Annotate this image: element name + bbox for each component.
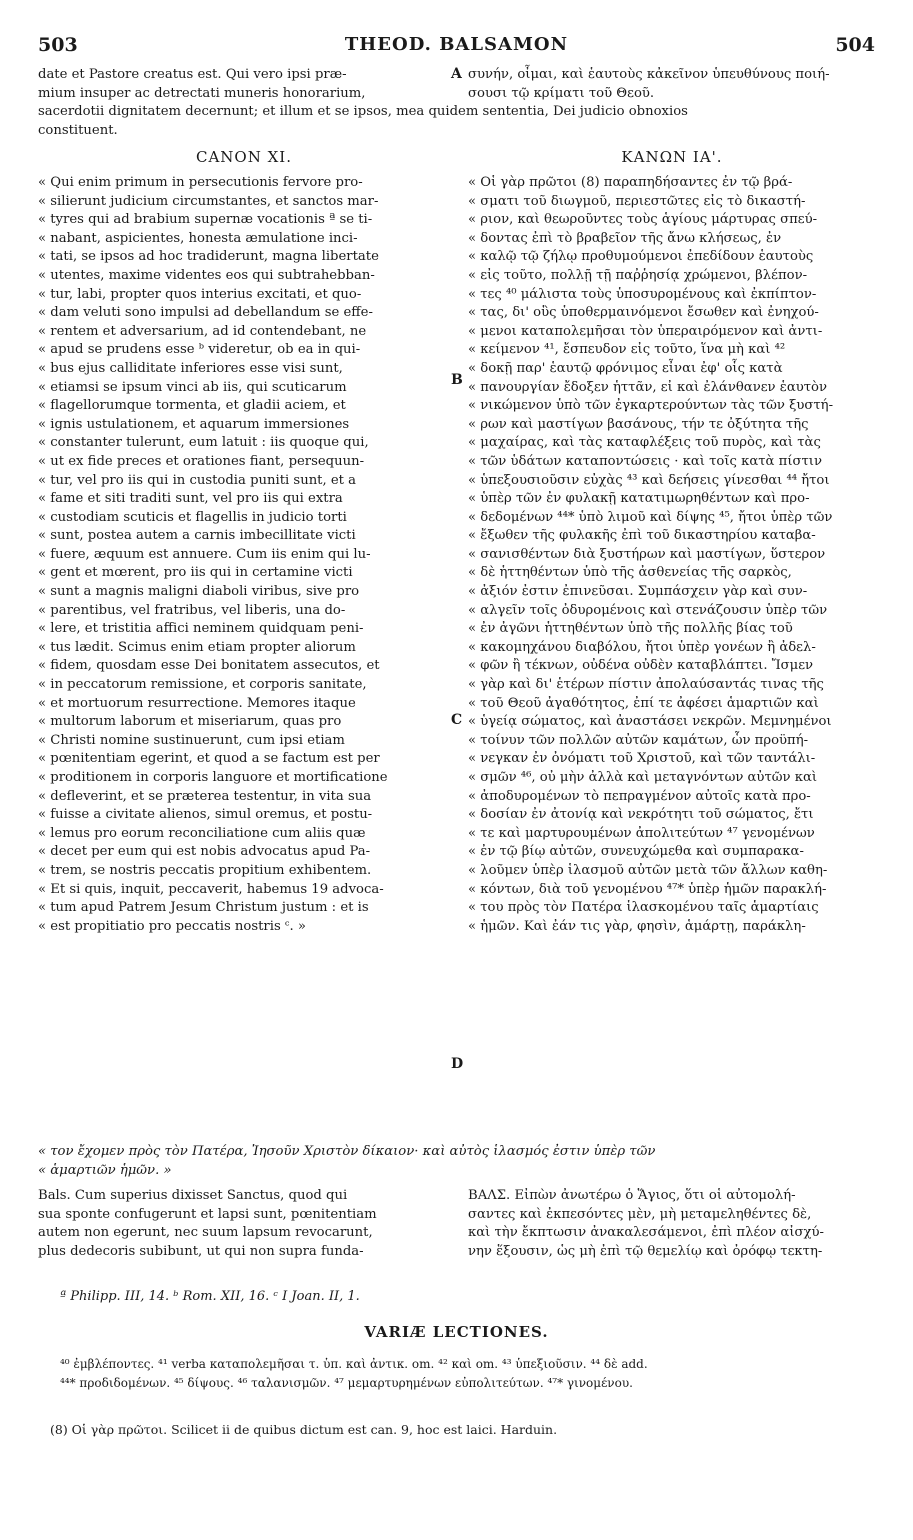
- text-line: « γὰρ καὶ δι' ἑτέρων πίστιν ἀπολαύσαντάς τινας τῆς: [468, 677, 824, 693]
- variae-lectiones-title: VARIÆ LECTIONES.: [364, 1323, 549, 1341]
- text-line: « ἔξωθεν τῆς φυλακῆς ἐπὶ τοῦ δικαστηρίου καταβα-: [468, 528, 816, 544]
- text-line: « gent et mœrent, pro iis qui in certamine victi: [38, 565, 353, 581]
- text-line: « defleverint, et se præterea testentur, in vita sua: [38, 788, 372, 804]
- text-line: « δεδομένων ⁴⁴* ὑπὸ λιμοῦ καὶ δίψης ⁴⁵, ἤτοι ὑπὲρ τῶν: [468, 509, 833, 525]
- balsamon-latin: [38, 1187, 450, 1261]
- text-line: « καλῷ τῷ ζήλῳ προθυμούμενοι ἐπεδίδουν ἑαυτοὺς: [468, 249, 814, 265]
- text-line: « Qui enim primum in persecutionis fervore pro-: [38, 175, 363, 190]
- running-title: THEOD. BALSAMON: [344, 34, 569, 55]
- text-line: « ἡμῶν. Καὶ ἐάν τις γὰρ, φησὶν, ἁμάρτῃ, παράκλη-: [468, 918, 806, 934]
- text-line: « multorum laborum et miseriarum, quas pro: [38, 714, 342, 730]
- text-line: « et mortuorum resurrectione. Memores itaque: [38, 695, 356, 711]
- text-line: « parentibus, vel fratribus, vel liberis, una do-: [38, 602, 346, 618]
- text-line: « ignis ustulationem, et aquarum immersiones: [38, 416, 350, 432]
- text-line: « μαχαίρας, καὶ τὰς καταφλέξεις τοῦ πυρὸς, καὶ τὰς: [468, 435, 821, 451]
- text-line: « ἀξιόν ἐστιν ἐπινεῦσαι. Συμπάσχειν γὰρ καὶ συν-: [468, 584, 808, 600]
- text-line: « fuere, æquum est annuere. Cum iis enim qui lu-: [38, 546, 371, 562]
- text-line: « constanter tulerunt, eum latuit : iis quoque qui,: [38, 435, 369, 451]
- text-line: « σανισθέντων διὰ ξυστήρων καὶ μαστίγων, ὕστερον: [468, 546, 826, 562]
- text-line: « fuisse a civitate alienos, simul oremus, et postu-: [38, 807, 373, 823]
- text-line: « ὑπὲρ τῶν ἐν φυλακῇ κατατιμωρηθέντων καὶ προ-: [468, 491, 810, 507]
- text-line: sua sponte confugerunt et lapsi sunt, pœnitentiam: [38, 1206, 377, 1222]
- text-line: « ἀποδυρομένων τὸ πεπραγμένον αὐτοῖς κατὰ προ-: [468, 788, 811, 804]
- text-line: « tati, se ipsos ad hoc tradiderunt, magna libertate: [38, 249, 379, 265]
- text-line: « δοκῇ παρ' ἑαυτῷ φρόνιμος εἶναι ἐφ' οἷς κατὰ: [468, 360, 783, 376]
- text-line: « ut ex fide preces et orationes fiant, persequun-: [38, 453, 365, 469]
- canon-title-latin: CANON XI.: [196, 148, 292, 166]
- text-line: « custodiam scuticis et flagellis in judicio torti: [38, 509, 347, 525]
- section-marker-b: B: [451, 372, 463, 388]
- text-line: « μενοι καταπολεμῆσαι τὸν ὑπεραιρόμενον καὶ ἀντι-: [468, 323, 823, 339]
- text-line: « κόντων, διὰ τοῦ γενομένου ⁴⁷* ὑπὲρ ἡμῶν παρακλή-: [468, 881, 827, 897]
- text-line: « etiamsi se ipsum vinci ab iis, qui scuticarum: [38, 379, 347, 395]
- text-line: date et Pastore creatus est. Qui vero ipsi præ-: [38, 67, 347, 82]
- text-line: « του πρὸς τὸν Πατέρα ἱλασκομένου ταῖς ἁμαρτίαις: [468, 900, 819, 916]
- text-line: « silierunt judicium circumstantes, et sanctos mar-: [38, 193, 379, 209]
- text-line: « tyres qui ad brabium supernæ vocationis ª se ti-: [38, 212, 373, 228]
- top-greek-block: [468, 66, 876, 103]
- text-line: plus dedecoris subibunt, ut qui non supra funda-: [38, 1243, 364, 1259]
- text-line: « pœnitentiam egerint, et quod a se factum est per: [38, 751, 380, 767]
- text-line: « bus ejus calliditate inferiores esse visi sunt,: [38, 360, 343, 376]
- text-line: « nabant, aspicientes, honesta æmulatione inci-: [38, 230, 358, 246]
- canon-title-greek: ΚΑΝΩΝ ΙΑ'.: [621, 148, 723, 166]
- text-line: « εἰς τοῦτο, πολλῇ τῇ παῤῥησίᾳ χρώμενοι, βλέπον-: [468, 267, 808, 283]
- text-line: « decet per eum qui est nobis advocatus apud Pa-: [38, 844, 371, 860]
- text-line: « δοσίαν ἐν ἀτονίᾳ καὶ νεκρότητι τοῦ σώματος, ἔτι: [468, 807, 814, 823]
- text-line: Bals. Cum superius dixisset Sanctus, quod qui: [38, 1188, 348, 1203]
- text-line: « κείμενον ⁴¹, ἔσπευδον εἰς τοῦτο, ἵνα μὴ καὶ ⁴²: [468, 342, 786, 358]
- text-line: « sunt, postea autem a carnis imbecillitate victi: [38, 528, 356, 544]
- top-full-line: [38, 103, 876, 140]
- page-header: [38, 34, 875, 60]
- text-line: « κακομηχάνου διαβόλου, ἤτοι ὑπὲρ γονέων ἢ ἀδελ-: [468, 639, 816, 655]
- text-line: « ὑγείᾳ σώματος, καὶ ἀναστάσει νεκρῶν. Μεμνημένοι: [468, 714, 832, 730]
- text-line: ΒΑΛΣ. Εἰπὼν ἀνωτέρω ὁ Ἅγιος, ὅτι οἱ αὐτομολή-: [468, 1188, 796, 1203]
- text-line: « τε καὶ μαρτυρουμένων ἀπολιτεύτων ⁴⁷ γενομένων: [468, 825, 815, 841]
- text-line: constituent.: [38, 122, 118, 138]
- text-line: sacerdotii dignitatem decernunt; et illum et se ipsos, mea quidem sententia, Dei judicio obnoxios: [38, 104, 688, 119]
- variant-line: ⁴⁴* προδιδομένων. ⁴⁵ δίψους. ⁴⁶ ταλανισμῶν. ⁴⁷ μεμαρτυρημένων εὐπολιτεύτων. ⁴⁷* γινομένου.: [60, 1376, 633, 1390]
- text-line: « πανουργίαν ἔδοξεν ἡττᾶν, εἰ καὶ ἐλάνθανεν ἑαυτὸν: [468, 379, 827, 395]
- text-line: « ὑπεξουσιοῦσιν εὐχὰς ⁴³ καὶ δεήσεις γίνεσθαι ⁴⁴ ἤτοι: [468, 472, 830, 488]
- text-line: « lere, et tristitia affici neminem quidquam peni-: [38, 621, 364, 637]
- text-line: « δὲ ἡττηθέντων ὑπὸ τῆς ἀσθενείας τῆς σαρκὸς,: [468, 565, 792, 581]
- section-marker-c: C: [451, 712, 463, 728]
- greek-continuation: [38, 1143, 876, 1180]
- section-marker-d: D: [451, 1056, 464, 1072]
- text-line: σουσι τῷ κρίματι τοῦ Θεοῦ.: [468, 85, 655, 101]
- text-line: « ριον, καὶ θεωροῦντες τοὺς ἁγίους μάρτυρας σπεύ-: [468, 212, 818, 228]
- text-line: καὶ τὴν ἔκπτωσιν ἀνακαλεσάμενοι, ἐπὶ πλέον αἰσχύ-: [468, 1225, 824, 1241]
- text-line: « in peccatorum remissione, et corporis sanitate,: [38, 677, 367, 693]
- text-line: « αλγεῖν τοῖς ὀδυρομένοις καὶ στενάζουσιν ὑπὲρ τῶν: [468, 602, 828, 618]
- text-line: « dam veluti sono impulsi ad debellandum se effe-: [38, 305, 373, 321]
- text-line: συνήν, οἶμαι, καὶ ἑαυτοὺς κἀκεῖνον ὑπευθύνους ποιή-: [468, 67, 830, 82]
- text-line: « σμῶν ⁴⁶, οὐ μὴν ἀλλὰ καὶ μεταγνόντων αὐτῶν καὶ: [468, 770, 818, 785]
- text-line: « ρων καὶ μαστίγων βασάνους, τήν τε ὀξύτητα τῆς: [468, 416, 809, 432]
- text-line: « σματι τοῦ διωγμοῦ, περιεστῶτες εἰς τὸ δικαστή-: [468, 193, 806, 209]
- text-line: « νικώμενον ὑπὸ τῶν ἐγκαρτερούντων τὰς τῶν ξυστή-: [468, 398, 834, 414]
- text-line: « apud se prudens esse ᵇ videretur, ob ea in qui-: [38, 342, 361, 358]
- left-page-number: 503: [38, 34, 78, 56]
- latin-column: [38, 174, 450, 936]
- text-line: « est propitiatio pro peccatis nostris ᶜ. »: [38, 918, 306, 934]
- text-line: « Et si quis, inquit, peccaverit, habemus 19 advoca-: [38, 881, 384, 897]
- text-line: « proditionem in corporis languore et mortificatione: [38, 770, 388, 785]
- text-line: « tus lædit. Scimus enim etiam propter aliorum: [38, 639, 356, 655]
- text-line: νην ἕξουσιν, ὡς μὴ ἐπὶ τῷ θεμελίῳ καὶ ὀρόφῳ τεκτη-: [468, 1243, 823, 1259]
- text-line: « trem, se nostris peccatis propitium exhibentem.: [38, 862, 372, 878]
- text-line: « fidem, quosdam esse Dei bonitatem assecutos, et: [38, 658, 380, 674]
- scripture-footnotes: ª Philipp. III, 14. ᵇ Rom. XII, 16. ᶜ I Joan. II, 1.: [60, 1289, 360, 1304]
- text-line: « τοίνυν τῶν πολλῶν αὐτῶν καμάτων, ὧν προϋπή-: [468, 732, 809, 748]
- text-line: mium insuper ac detrectati muneris honorarium,: [38, 85, 366, 101]
- text-line: « τον ἔχομεν πρὸς τὸν Πατέρα, Ἰησοῦν Χριστὸν δίκαιον· καὶ αὐτὸς ἱλασμός ἐστιν ὑπὲρ τῶν: [38, 1144, 656, 1159]
- text-line: « fame et siti traditi sunt, vel pro iis qui extra: [38, 491, 343, 507]
- text-line: autem non egerunt, nec suum lapsum revocarunt,: [38, 1225, 373, 1241]
- text-line: σαντες καὶ ἐκπεσόντες μὲν, μὴ μεταμεληθέντες δὲ,: [468, 1206, 812, 1222]
- text-line: « ἁμαρτιῶν ἡμῶν. »: [38, 1162, 172, 1178]
- variae-lectiones: [60, 1355, 880, 1393]
- text-line: « τοῦ Θεοῦ ἀγαθότητος, ἐπί τε ἀφέσει ἁμαρτιῶν καὶ: [468, 695, 819, 711]
- top-latin-block: [38, 66, 450, 103]
- text-line: « tum apud Patrem Jesum Christum justum : et is: [38, 900, 369, 916]
- greek-column: [468, 174, 876, 936]
- balsamon-greek: [468, 1187, 876, 1261]
- text-line: « Οἱ γὰρ πρῶτοι (8) παραπηδήσαντες ἐν τῷ βρά-: [468, 175, 793, 190]
- text-line: « ἐν τῷ βίῳ αὐτῶν, συνευχώμεθα καὶ συμπαρακα-: [468, 844, 804, 860]
- text-line: « φῶν ἢ τέκνων, οὐδένα οὐδὲν καταβλάπτει. Ἴσμεν: [468, 658, 814, 674]
- text-line: « rentem et adversarium, ad id contendebant, ne: [38, 323, 367, 339]
- text-line: « utentes, maxime videntes eos qui subtrahebban-: [38, 267, 375, 283]
- text-line: « δοντας ἐπὶ τὸ βραβεῖον τῆς ἄνω κλήσεως, ἐν: [468, 230, 782, 246]
- editor-note: (8) Οἱ γὰρ πρῶτοι. Scilicet ii de quibus dictum est can. 9, hoc est laici. Harduin.: [50, 1422, 558, 1437]
- text-line: « τῶν ὑδάτων καταποντώσεις · καὶ τοῖς κατὰ πίστιν: [468, 453, 822, 469]
- right-page-number: 504: [835, 34, 875, 56]
- text-line: « λοῦμεν ὑπὲρ ἱλασμοῦ αὐτῶν μετὰ τῶν ἄλλων καθη-: [468, 862, 828, 878]
- section-marker-a: A: [451, 66, 462, 82]
- text-line: « τας, δι' οὓς ὑποθερμαινόμενοι ἔσωθεν καὶ ἐνηχού-: [468, 305, 819, 321]
- text-line: « Christi nomine sustinuerunt, cum ipsi etiam: [38, 732, 345, 748]
- variant-line: ⁴⁰ ἐμβλέποντες. ⁴¹ verba καταπολεμῆσαι τ. ὑπ. καὶ ἀντικ. om. ⁴² καὶ om. ⁴³ ὑπεξιοῦσιν. ⁴⁴ δὲ add.: [60, 1357, 648, 1371]
- text-line: « νεγκαν ἐν ὀνόματι τοῦ Χριστοῦ, καὶ τῶν ταντάλι-: [468, 751, 816, 767]
- text-line: « tur, labi, propter quos interius excitati, et quo-: [38, 286, 362, 302]
- text-line: « ἐν ἀγῶνι ἡττηθέντων ὑπὸ τῆς πολλῆς βίας τοῦ: [468, 621, 793, 637]
- text-line: « flagellorumque tormenta, et gladii aciem, et: [38, 398, 346, 414]
- text-line: « τες ⁴⁰ μάλιστα τοὺς ὑποσυρομένους καὶ ἐκπίπτον-: [468, 286, 817, 302]
- text-line: « tur, vel pro iis qui in custodia puniti sunt, et a: [38, 472, 357, 488]
- text-line: « sunt a magnis maligni diaboli viribus, sive pro: [38, 584, 360, 600]
- text-line: « lemus pro eorum reconciliatione cum aliis quæ: [38, 825, 366, 841]
